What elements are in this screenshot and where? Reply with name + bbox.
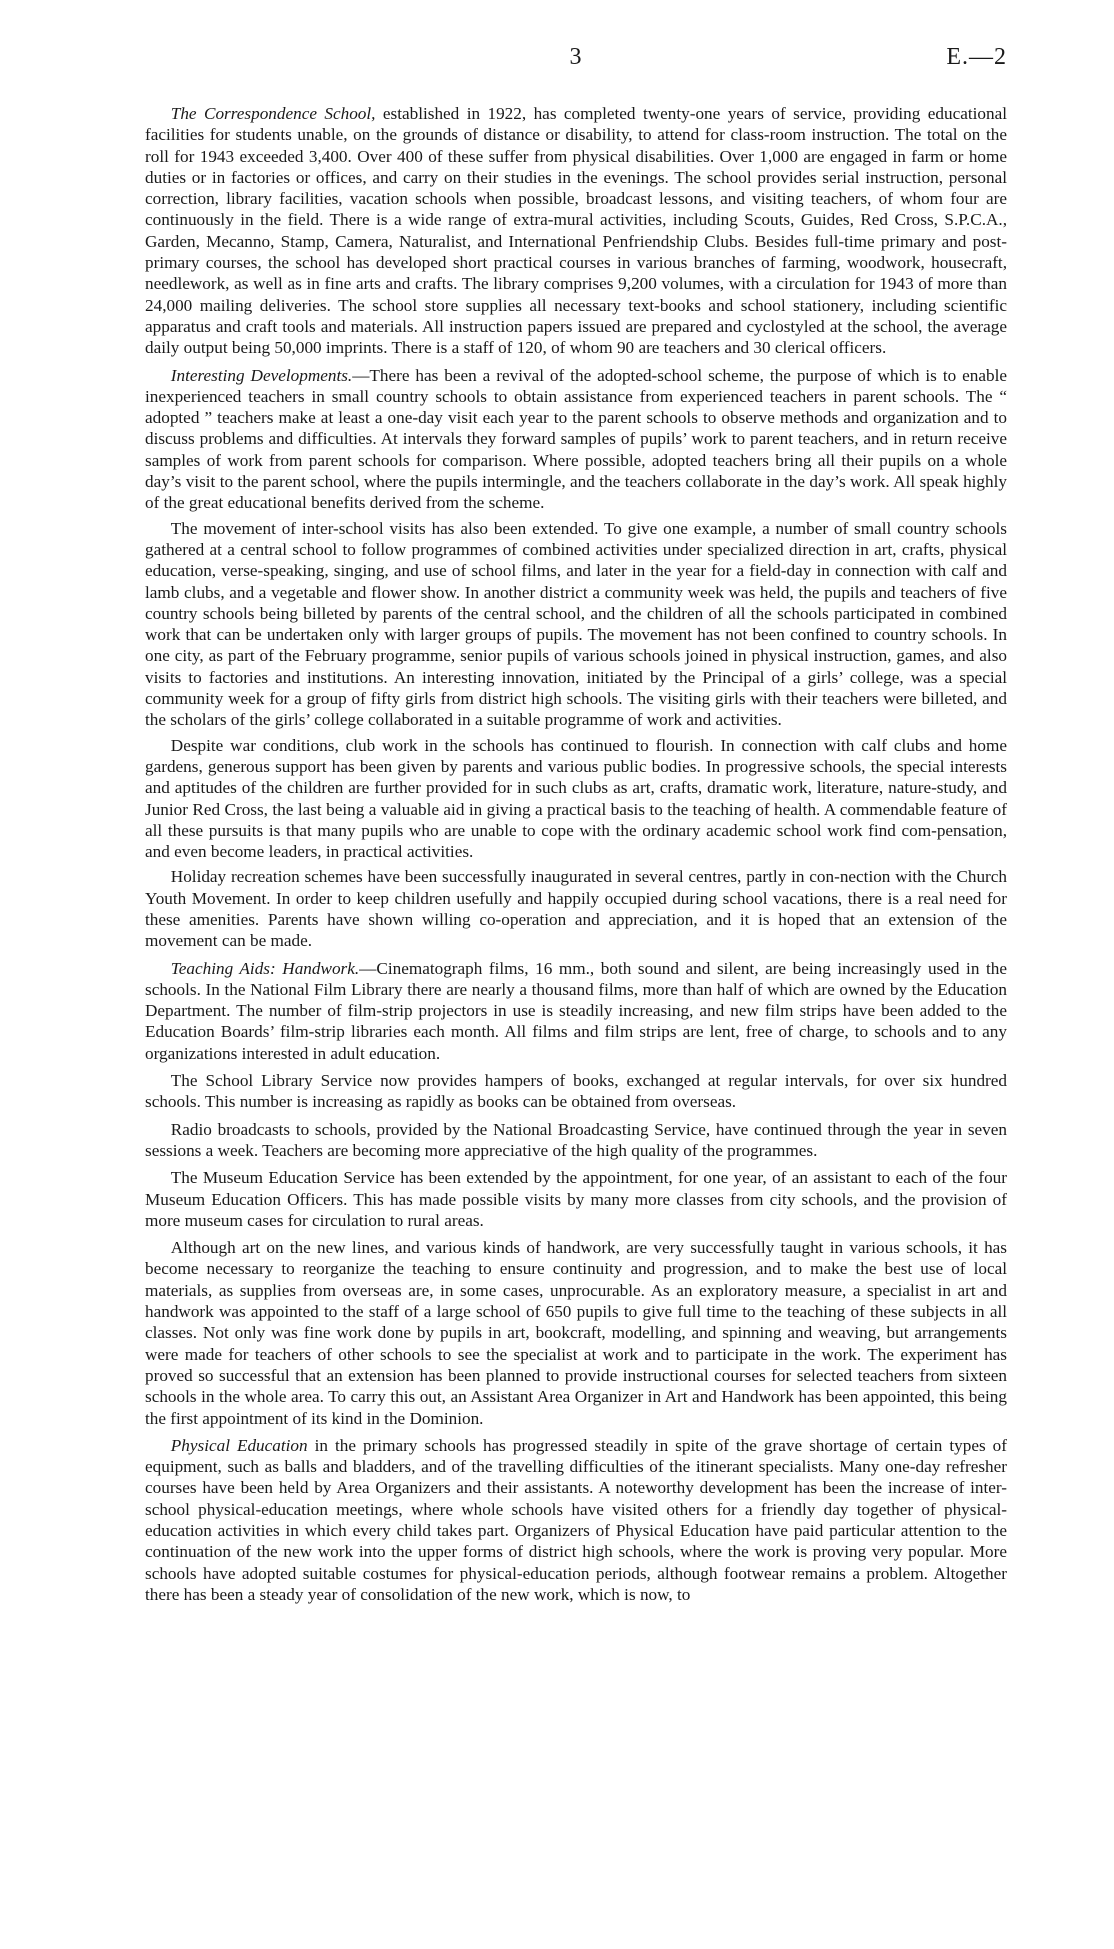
paragraph-body: —Cinematograph films, 16 mm., both sound and silent, are being increasingly used in the schools. In the National Film Library there are nearly a thousand films, more than half of which are owned by the Education Department. The number of film-strip projectors in use is steadily increasing, and new film strips have been added to the Education Boards’ film-strip libraries each month. All films and film strips are lent, free of charge, to schools and to any organizations interested in adult education. <box>145 958 1007 1063</box>
page-number: 3 <box>569 44 583 70</box>
document-code: E.—2 <box>946 44 1007 70</box>
paragraph-body: in the primary schools has progressed steadily in spite of the grave shortage of certain types of equipment, such as balls and bladders, and of the travelling difficulties of the itinerant specialists. Many one-day refresher courses have been held by Area Organizers and their assistants. A noteworthy development has been the increase of inter-school physical-education meetings, where whole schools have visited others for a friendly day together of physical-education activities in which every child takes part. Organizers of Physical Education have paid particular attention to the continuation of the new work into the upper forms of district high schools, where the work is proving very popular. More schools have adopted suitable costumes for physical-education periods, although footwear remains a problem. Altogether there has been a steady year of consolidation of the new work, which is now, to <box>145 1435 1007 1604</box>
paragraph-body: —There has been a revival of the adopted-school scheme, the purpose of which is to enable inexperienced teachers in small country schools to obtain assistance from experienced teachers in parent schools. The “ adopted ” teachers make at least a one-day visit each year to the parent schools to observe methods and organization and to discuss problems and difficulties. At intervals they forward samples of pupils’ work to parent teachers, and in return receive samples of work from parent schools for comparison. Where possible, adopted teachers bring all their pupils on a whole day’s visit to the parent school, where the pupils intermingle, and the teachers collaborate in the day’s work. All speak highly of the great educational benefits derived from the scheme. <box>145 365 1007 513</box>
paragraph-interesting-developments <box>145 365 1007 514</box>
paragraph-radio-broadcasts <box>145 1119 1007 1162</box>
page-header <box>145 44 1007 84</box>
paragraph-lead-italic: Physical Education <box>170 1435 308 1455</box>
paragraph-body: Radio broadcasts to schools, provided by the National Broadcasting Service, have continued through the year in seven sessions a week. Teachers are becoming more appreciative of the high quality of the programmes. <box>145 1119 1007 1160</box>
paragraph-body: established in 1922, has completed twenty-one years of service, providing educational facilities for students unable, on the grounds of distance or disability, to attend for class-room instruction. The total on the roll for 1943 exceeded 3,400. Over 400 of these suffer from physical disabilities. Over 1,000 are engaged in farm or home duties or in factories or offices, and carry on their studies in the evenings. The school provides serial instruction, personal correction, library facilities, vacation schools when possible, broadcast lessons, and visiting teachers, of whom four are continuously in the field. There is a wide range of extra-mural activities, including Scouts, Guides, Red Cross, S.P.C.A., Garden, Mecanno, Stamp, Camera, Naturalist, and International Penfriendship Clubs. Besides full-time primary and post-primary courses, the school has developed short practical courses in various branches of farming, woodwork, housecraft, needlework, as well as in fine arts and crafts. The library comprises 9,200 volumes, with a circulation for 1943 of more than 24,000 mailing deliveries. The school store supplies all necessary text-books and school stationery, including scientific apparatus and craft tools and materials. All instruction papers issued are prepared and cyclostyled at the school, the average daily output being 50,000 imprints. There is a staff of 120, of whom 90 are teachers and 30 clerical officers. <box>145 104 1007 358</box>
paragraph-club-work <box>145 735 1007 863</box>
paragraph-holiday-recreation <box>145 866 1007 951</box>
paragraph-correspondence-school <box>145 103 1007 359</box>
paragraph-museum-education <box>145 1167 1007 1231</box>
paragraph-school-library <box>145 1070 1007 1113</box>
body-text <box>145 103 1007 1609</box>
paragraph-lead-italic: Teaching Aids: Handwork. <box>170 958 360 978</box>
paragraph-body: Despite war conditions, club work in the schools has continued to flourish. In connection with calf clubs and home gardens, generous support has been given by parents and various public bodies. In progressive schools, the special interests and aptitudes of the children are further provided for in such clubs as art, crafts, dramatic work, literature, nature-study, and Junior Red Cross, the last being a valuable aid in giving a practical basis to the teaching of health. A commendable feature of all these pursuits is that many pupils who are unable to cope with the ordinary academic school work find com-pensation, and even become leaders, in practical activities. <box>145 735 1007 862</box>
paragraph-art-handwork <box>145 1237 1007 1429</box>
paragraph-lead-italic: Interesting Developments. <box>170 365 353 385</box>
paragraph-body: The School Library Service now provides hampers of books, exchanged at regular intervals, for over six hundred schools. This number is increasing as rapidly as books can be obtained from overseas. <box>145 1071 1007 1112</box>
paragraph-body: The Museum Education Service has been extended by the appointment, for one year, of an assistant to each of the four Museum Education Officers. This has made possible visits by many more classes from city schools, and the provision of more museum cases for circulation to rural areas. <box>145 1168 1007 1230</box>
paragraph-body: Holiday recreation schemes have been successfully inaugurated in several centres, partly in con-nection with the Church Youth Movement. In order to keep children usefully and happily occupied during school vacations, there is a real need for these amenities. Parents have shown willing co-operation and appreciation, and it is hoped that an extension of the movement can be made. <box>145 867 1007 951</box>
paragraph-inter-school-visits <box>145 518 1007 731</box>
paragraph-lead-italic: The Correspondence School, <box>170 104 376 123</box>
paragraph-body: Although art on the new lines, and various kinds of handwork, are very successfully taught in various schools, it has become necessary to reorganize the teaching to ensure continuity and progression, and to make the best use of local materials, as supplies from overseas are, in some cases, unprocurable. As an exploratory measure, a specialist in art and handwork was appointed to the staff of a large school of 650 pupils to give full time to the teaching of these subjects in all classes. Not only was fine work done by pupils in art, bookcraft, modelling, and spinning and weaving, but arrangements were made for teachers of other schools to see the specialist at work and to participate in the work. The experiment has proved so successful that an extension has been planned to provide instructional courses for selected teachers from sixteen schools in the whole area. To carry this out, an Assistant Area Organizer in Art and Handwork has been appointed, this being the first appointment of its kind in the Dominion. <box>145 1238 1007 1428</box>
paragraph-teaching-aids <box>145 958 1007 1064</box>
paragraph-body: The movement of inter-school visits has also been extended. To give one example, a number of small country schools gathered at a central school to follow programmes of combined activities under specialized direction in art, crafts, physical education, verse-speaking, singing, and use of school films, and later in the year for a field-day in connection with calf and lamb clubs, and a vegetable and flower show. In another district a community week was held, the pupils and teachers of five country schools being billeted by parents of the central school, and the children of all the schools participated in combined work that can be undertaken only with larger groups of pupils. The movement has not been confined to country schools. In one city, as part of the February programme, senior pupils of various schools joined in physical instruction, games, and also visits to factories and institutions. An interesting innovation, initiated by the Principal of a girls’ college, was a special community week for a group of fifty girls from district high schools. The visiting girls with their teachers were billeted, and the scholars of the girls’ college collaborated in a suitable programme of work and activities. <box>145 518 1007 730</box>
paragraph-physical-education <box>145 1435 1007 1605</box>
